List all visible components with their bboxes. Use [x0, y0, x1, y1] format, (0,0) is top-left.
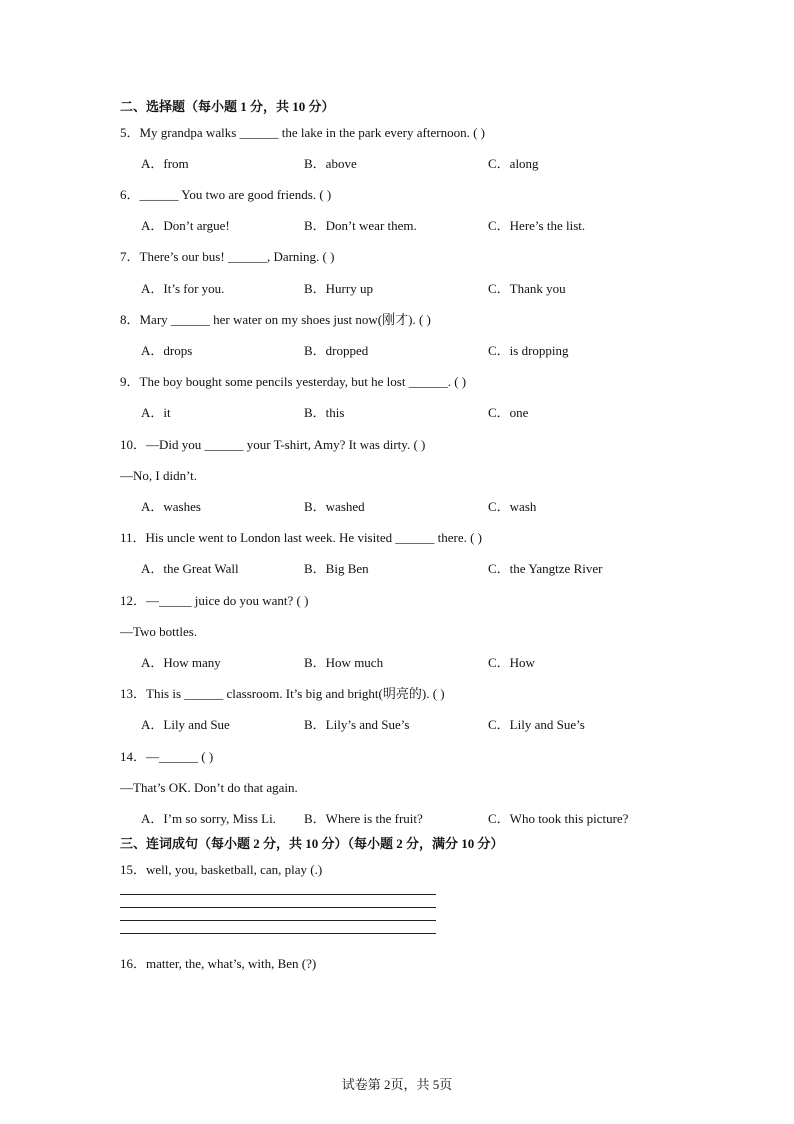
question-14: 14．—______ ( )	[120, 749, 214, 764]
answer-line-3[interactable]	[120, 920, 436, 921]
answer-line-1[interactable]	[120, 894, 436, 895]
section-heading-choice: 二、选择题（每小题 1 分，共 10 分）	[120, 99, 335, 114]
q11-option-a: A．the Great Wall	[141, 561, 239, 576]
q13-option-a: A．Lily and Sue	[141, 717, 230, 732]
question-13: 13．This is ______ classroom. It’s big and bright(明亮的). ( )	[120, 686, 445, 701]
q10-option-c: C．wash	[488, 499, 537, 514]
page-footer: 试卷第 2页，共 5页	[341, 1077, 453, 1092]
q12-option-a: A．How many	[141, 655, 221, 670]
q8-option-a: A．drops	[141, 343, 193, 358]
q9-option-b: B．this	[304, 405, 345, 420]
q9-option-a: A．it	[141, 405, 171, 420]
q6-option-a: A．Don’t argue!	[141, 218, 230, 233]
q12-option-c: C．How	[488, 655, 535, 670]
q7-option-b: B．Hurry up	[304, 281, 373, 296]
q5-option-c: C．along	[488, 156, 539, 171]
question-8: 8．Mary ______ her water on my shoes just now(刚才). ( )	[120, 312, 431, 327]
question-10: 10．—Did you ______ your T-shirt, Amy? It was dirty. ( )	[120, 437, 426, 452]
q10-option-b: B．washed	[304, 499, 365, 514]
question-15: 15．well, you, basketball, can, play (.)	[120, 862, 323, 877]
question-7: 7．There’s our bus! ______, Darning. ( )	[120, 249, 335, 264]
question-16: 16．matter, the, what’s, with, Ben (?)	[120, 956, 317, 971]
q11-option-c: C．the Yangtze River	[488, 561, 603, 576]
q7-option-a: A．It’s for you.	[141, 281, 225, 296]
question-12: 12．—_____ juice do you want? ( )	[120, 593, 309, 608]
q14-option-a: A．I’m so sorry, Miss Li.	[141, 811, 276, 826]
q14-reply: —That’s OK. Don’t do that again.	[120, 780, 298, 795]
q10-option-a: A．washes	[141, 499, 201, 514]
q14-option-b: B．Where is the fruit?	[304, 811, 423, 826]
answer-line-2[interactable]	[120, 907, 436, 908]
question-11: 11．His uncle went to London last week. He visited ______ there. ( )	[120, 530, 482, 545]
q5-option-a: A．from	[141, 156, 189, 171]
q12-reply: —Two bottles.	[120, 624, 198, 639]
q10-reply: —No, I didn’t.	[120, 468, 198, 483]
q7-option-c: C．Thank you	[488, 281, 566, 296]
q8-option-b: B．dropped	[304, 343, 369, 358]
q11-option-b: B．Big Ben	[304, 561, 369, 576]
question-6: 6．______ You two are good friends. ( )	[120, 187, 332, 202]
q8-option-c: C．is dropping	[488, 343, 569, 358]
q6-option-c: C．Here’s the list.	[488, 218, 586, 233]
question-9: 9．The boy bought some pencils yesterday, but he lost ______. ( )	[120, 374, 467, 389]
answer-line-4[interactable]	[120, 933, 436, 934]
q14-option-c: C．Who took this picture?	[488, 811, 629, 826]
q6-option-b: B．Don’t wear them.	[304, 218, 417, 233]
q13-option-c: C．Lily and Sue’s	[488, 717, 585, 732]
q9-option-c: C．one	[488, 405, 529, 420]
section-heading-sentence: 三、连词成句（每小题 2 分，共 10 分）（每小题 2 分，满分 10 分）	[120, 836, 504, 851]
question-5: 5．My grandpa walks ______ the lake in the park every afternoon. ( )	[120, 125, 485, 140]
q12-option-b: B．How much	[304, 655, 384, 670]
q13-option-b: B．Lily’s and Sue’s	[304, 717, 410, 732]
q5-option-b: B．above	[304, 156, 357, 171]
